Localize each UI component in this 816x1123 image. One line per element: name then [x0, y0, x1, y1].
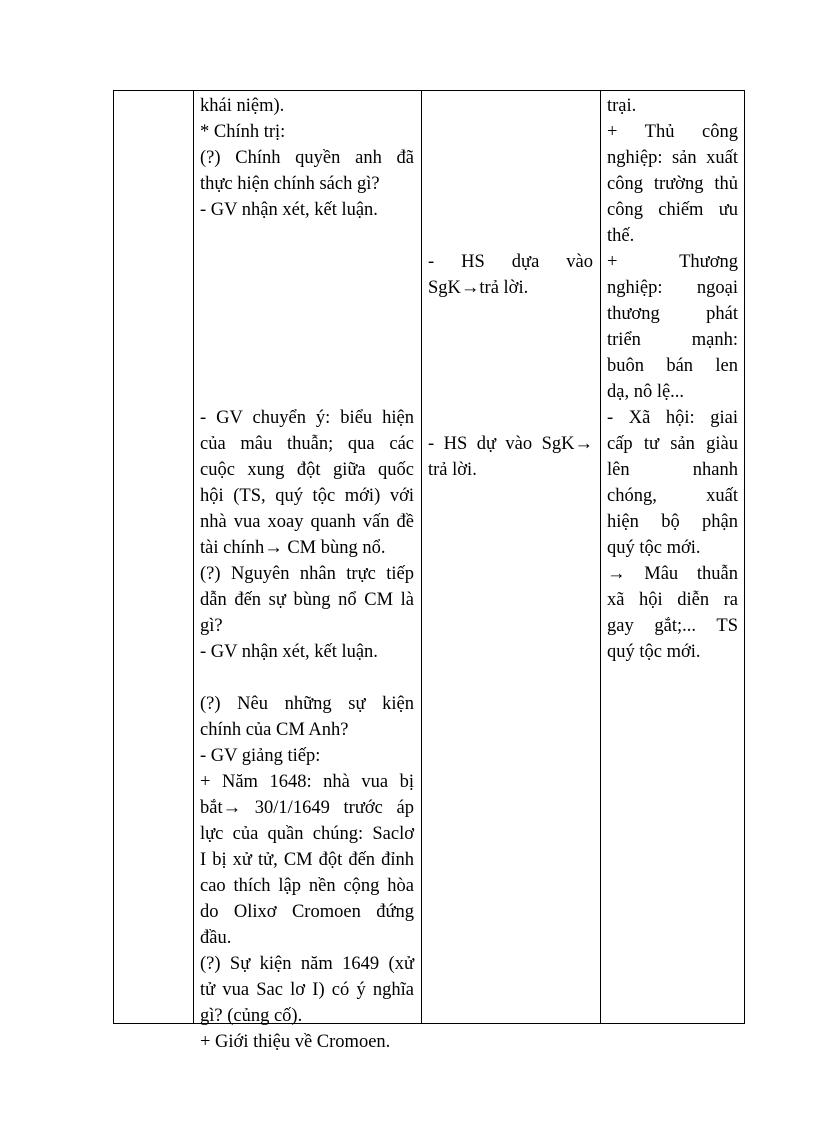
text-line — [428, 301, 593, 327]
text-line — [428, 145, 593, 171]
text-line — [200, 301, 414, 327]
text-line: (?) Sự kiện năm 1649 (xử — [200, 954, 414, 974]
text-line: + Năm 1648: nhà vua bị — [200, 772, 414, 792]
text-line: I bị xử tử, CM đột đến đỉnh — [200, 850, 414, 870]
lesson-table — [113, 90, 745, 1052]
content-cell — [607, 93, 738, 665]
text-line: nhà vua xoay quanh vấn đề — [200, 512, 414, 532]
text-line: hiện bộ phận — [607, 512, 738, 532]
column-divider — [193, 91, 194, 1023]
text-line: + Thương — [607, 252, 738, 272]
text-line — [200, 327, 414, 353]
text-line: gay gắt;... TS — [607, 616, 738, 636]
text-line — [200, 379, 414, 405]
text-line: lên nhanh — [607, 460, 738, 480]
text-line: gì? (củng cố). — [200, 1006, 303, 1026]
text-line — [428, 119, 593, 145]
text-line — [428, 223, 593, 249]
text-line — [428, 379, 593, 405]
text-line: công trường thủ — [607, 174, 738, 194]
teacher-activity-cell — [200, 93, 414, 1055]
text-line: + Thủ công — [607, 122, 738, 142]
text-line: xã hội diễn ra — [607, 590, 738, 610]
text-line: → Mâu thuẫn — [607, 564, 738, 584]
text-line: tử vua Sac lơ I) có ý nghĩa — [200, 980, 414, 1000]
text-line: dẫn đến sự bùng nổ CM là — [200, 590, 414, 610]
text-line: - GV chuyển ý: biểu hiện — [200, 408, 414, 428]
text-line — [428, 353, 593, 379]
text-line: - Xã hội: giai — [607, 408, 738, 428]
text-line: - GV nhận xét, kết luận. — [200, 642, 378, 662]
text-line: nghiệp: sản xuất — [607, 148, 738, 168]
text-line: nghiệp: ngoại — [607, 278, 738, 298]
text-line — [200, 353, 414, 379]
text-line — [200, 249, 414, 275]
text-line: trả lời. — [428, 460, 477, 480]
text-line: SgK→trả lời. — [428, 278, 529, 298]
text-line: của mâu thuẫn; qua các — [200, 434, 414, 454]
text-line: * Chính trị: — [200, 122, 286, 142]
text-line: (?) Nguyên nhân trực tiếp — [200, 564, 414, 584]
text-line: quý tộc mới. — [607, 642, 701, 662]
text-line: cấp tư sản giàu — [607, 434, 738, 454]
text-line: khái niệm). — [200, 96, 285, 116]
student-activity-cell — [428, 93, 593, 483]
text-line: - GV nhận xét, kết luận. — [200, 200, 378, 220]
text-line: thế. — [607, 226, 635, 246]
column-divider — [600, 91, 601, 1023]
text-line: tài chính→ CM bùng nổ. — [200, 538, 386, 558]
text-line: - GV giảng tiếp: — [200, 746, 321, 766]
text-line — [200, 665, 414, 691]
text-line — [428, 197, 593, 223]
text-line: chóng, xuất — [607, 486, 738, 506]
text-line — [200, 275, 414, 301]
text-line: quý tộc mới. — [607, 538, 701, 558]
text-line: chính của CM Anh? — [200, 720, 349, 740]
text-line: buôn bán len — [607, 356, 738, 376]
text-line: trại. — [607, 96, 637, 116]
text-line: bắt→ 30/1/1649 trước áp — [200, 798, 414, 818]
text-line: dạ, nô lệ... — [607, 382, 685, 402]
text-line: đầu. — [200, 928, 232, 948]
text-line: - HS dự vào SgK→ — [428, 434, 593, 454]
text-line: cuộc xung đột giữa quốc — [200, 460, 414, 480]
text-line — [428, 405, 593, 431]
text-line: + Giới thiệu về Cromoen. — [200, 1032, 391, 1052]
text-line: thực hiện chính sách gì? — [200, 174, 380, 194]
text-line: gì? — [200, 616, 223, 636]
text-line: (?) Nêu những sự kiện — [200, 694, 414, 714]
column-divider — [421, 91, 422, 1023]
text-line — [428, 93, 593, 119]
text-line: - HS dựa vào — [428, 252, 593, 272]
text-line: triển mạnh: — [607, 330, 738, 350]
text-line: do Olixơ Cromoen đứng — [200, 902, 414, 922]
text-line: công chiếm ưu — [607, 200, 738, 220]
text-line: hội (TS, quý tộc mới) với — [200, 486, 414, 506]
text-line — [428, 327, 593, 353]
text-line — [428, 171, 593, 197]
text-line: lực của quần chúng: Saclơ — [200, 824, 414, 844]
text-line — [200, 223, 414, 249]
text-line: cao thích lập nền cộng hòa — [200, 876, 414, 896]
text-line: thương phát — [607, 304, 738, 324]
text-line: (?) Chính quyền anh đã — [200, 148, 414, 168]
